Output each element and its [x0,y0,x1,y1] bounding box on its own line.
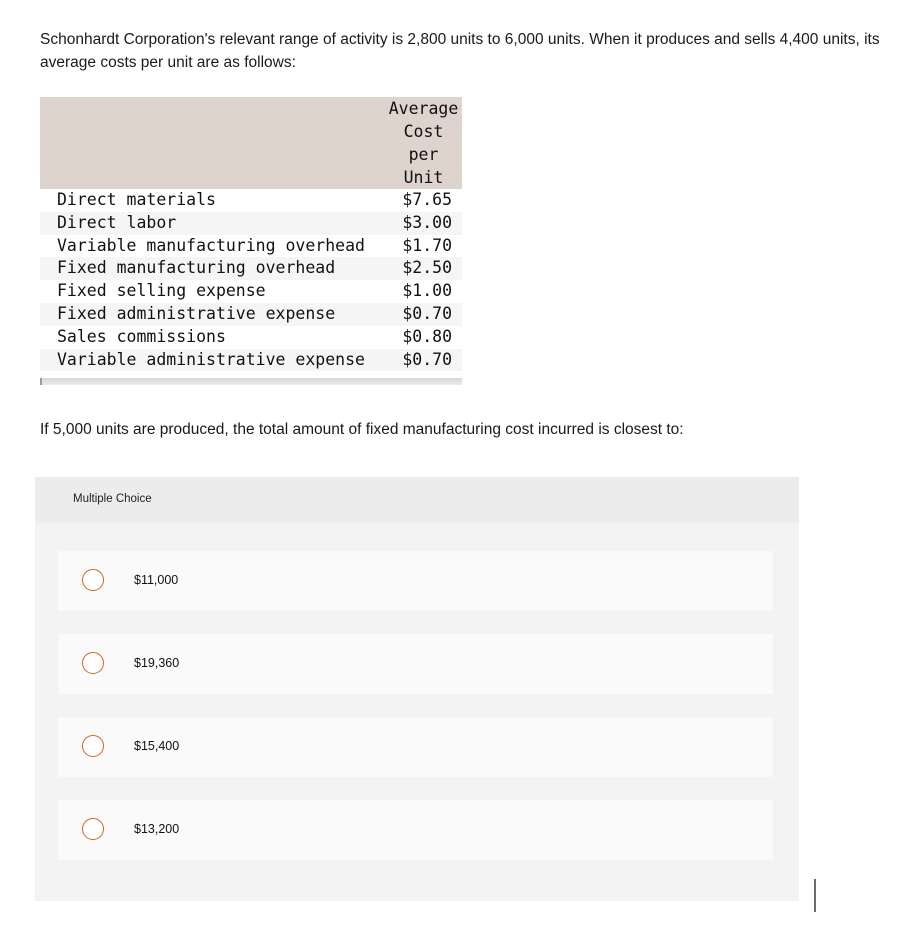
table-row [40,212,462,235]
cost-item-value: $0.80 [402,326,452,346]
multiple-choice-header [35,477,799,523]
choice-label: $19,360 [134,656,180,670]
table-row [40,280,462,303]
question-text: If 5,000 units are produced, the total amount of fixed manufacturing cost incurred is closest to: [40,421,684,438]
cost-item-value: $1.70 [402,235,452,255]
cost-item-value: $1.00 [402,281,452,301]
cost-item-value: $3.00 [385,212,462,235]
cost-item-label: Fixed selling expense [57,281,266,301]
cost-item-value: $2.50 [385,257,462,280]
table-header-average-cost-per-unit [385,97,462,189]
multiple-choice-title: Multiple Choice [73,493,152,505]
cost-item-label: Fixed manufacturing overhead [40,257,385,280]
choice-option-c[interactable] [58,717,773,777]
table-header-label [40,97,385,189]
radio-circle-icon[interactable] [82,818,104,840]
cost-item-label: Direct labor [40,212,385,235]
cost-item-value: $0.70 [385,303,462,326]
choice-option-b[interactable] [58,634,773,694]
multiple-choice-panel [35,477,799,901]
radio-circle-icon[interactable] [82,735,104,757]
cost-item-value: $0.70 [385,349,462,372]
radio-circle-icon[interactable] [82,652,104,674]
choice-label: $11,000 [134,573,179,587]
table-row [40,257,462,280]
table-row [40,349,462,372]
text-cursor-icon [814,879,816,912]
choice-label: $15,400 [134,739,180,753]
header-line: Cost [403,122,444,141]
cost-item-label: Variable administrative expense [40,349,385,372]
table-row [40,326,462,349]
table-row [40,303,462,326]
radio-circle-icon[interactable] [82,569,104,591]
cost-item-label: Fixed administrative expense [40,303,385,326]
choice-option-a[interactable] [58,551,773,611]
cost-item-value: $7.65 [402,190,452,209]
header-line: Unit [403,168,444,187]
cost-item-label: Sales commissions [57,326,226,346]
choice-option-d[interactable] [58,800,773,860]
cost-item-label: Variable manufacturing overhead [57,235,365,255]
table-horizontal-scrollbar[interactable] [40,378,462,385]
problem-intro-text: Schonhardt Corporation's relevant range of activity is 2,800 units to 6,000 units. When it produces and sells 4,400 units, its average costs per unit are as follows: [40,31,880,71]
choice-label: $13,200 [134,822,180,836]
cost-item-label: Direct materials [57,190,216,209]
table-row [40,235,462,258]
header-line: per [408,145,439,164]
header-line: Average [388,99,459,118]
table-header-row [40,97,462,189]
average-cost-table [40,97,462,371]
table-row [40,189,462,212]
